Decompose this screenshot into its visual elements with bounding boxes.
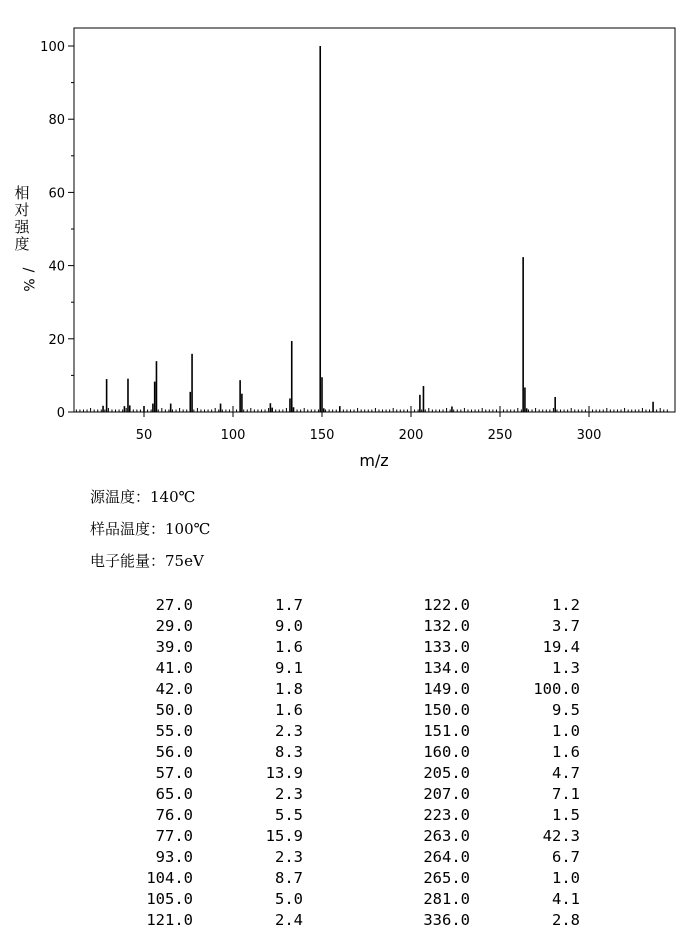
intensity-cell: 5.5 [275,806,303,824]
intensity-cell: 1.0 [552,869,580,887]
mz-cell: 104.0 [146,869,193,887]
table-row [0,721,696,742]
table-row [0,637,696,658]
mz-cell: 27.0 [155,596,193,614]
intensity-cell: 6.7 [552,848,580,866]
table-row [0,742,696,763]
y-label-char: / [20,267,36,273]
table-row [0,679,696,700]
mz-cell: 223.0 [423,806,470,824]
intensity-cell: 3.7 [552,617,580,635]
mz-cell: 56.0 [155,743,193,761]
intensity-cell: 13.9 [265,764,303,782]
mz-cell: 29.0 [155,617,193,635]
y-tick-label: 60 [48,186,65,202]
intensity-cell: 1.3 [552,659,580,677]
intensity-cell: 9.1 [275,659,303,677]
mz-cell: 121.0 [146,911,193,929]
mz-cell: 264.0 [423,848,470,866]
y-tick-label: 0 [56,406,65,421]
intensity-cell: 8.3 [275,743,303,761]
table-row [0,616,696,637]
mz-cell: 149.0 [423,680,470,698]
x-tick-label: 250 [487,428,513,443]
mz-cell: 76.0 [155,806,193,824]
mz-cell: 105.0 [146,890,193,908]
y-label-char: 度 [14,235,30,253]
mz-cell: 93.0 [155,848,193,866]
y-tick-label: 20 [48,332,65,348]
table-row [0,868,696,889]
table-row [0,658,696,679]
mz-cell: 265.0 [423,869,470,887]
y-axis [40,40,74,421]
mz-cell: 263.0 [423,827,470,845]
mz-cell: 205.0 [423,764,470,782]
mz-cell: 122.0 [423,596,470,614]
y-axis-label [14,184,36,292]
mz-cell: 39.0 [155,638,193,656]
mz-cell: 151.0 [423,722,470,740]
intensity-cell: 1.8 [275,680,303,698]
mz-cell: 150.0 [423,701,470,719]
table-row [0,847,696,868]
intensity-cell: 1.6 [552,743,580,761]
intensity-cell: 1.6 [275,701,303,719]
intensity-cell: 1.6 [275,638,303,656]
intensity-cell: 2.3 [275,722,303,740]
intensity-cell: 2.3 [275,848,303,866]
intensity-cell: 15.9 [265,827,303,845]
table-row [0,910,696,931]
y-tick-label: 100 [40,40,65,55]
intensity-cell: 4.1 [552,890,580,908]
table-row [0,595,696,616]
intensity-cell: 8.7 [275,869,303,887]
mz-cell: 42.0 [155,680,193,698]
x-tick-label: 200 [398,428,424,443]
table-row [0,763,696,784]
intensity-cell: 9.0 [275,617,303,635]
intensity-cell: 1.2 [552,596,580,614]
acquisition-parameters [90,484,210,580]
intensity-cell: 19.4 [542,638,580,656]
x-tick-label: 50 [135,428,153,443]
intensity-cell: 9.5 [552,701,580,719]
table-row [0,889,696,910]
mz-cell: 50.0 [155,701,193,719]
mz-cell: 133.0 [423,638,470,656]
mz-cell: 207.0 [423,785,470,803]
y-label-char: % [20,278,36,292]
mz-cell: 55.0 [155,722,193,740]
mz-cell: 281.0 [423,890,470,908]
minor-ticks [71,83,667,412]
x-axis-label: m/z [359,451,389,470]
table-row [0,826,696,847]
electron-energy: 电子能量：75eV [90,552,204,570]
y-tick-label: 40 [48,259,65,275]
mz-cell: 41.0 [155,659,193,677]
intensity-cell: 1.7 [275,596,303,614]
intensity-cell: 1.0 [552,722,580,740]
intensity-cell: 2.4 [275,911,303,929]
y-tick-label: 80 [48,113,65,129]
intensity-cell: 100.0 [533,680,580,698]
table-row [0,700,696,721]
y-label-char: 相 [14,184,30,202]
intensity-cell: 2.3 [275,785,303,803]
sample-temperature: 样品温度：100℃ [90,520,211,538]
y-label-char: 对 [14,201,30,219]
mz-cell: 57.0 [155,764,193,782]
table-row [0,784,696,805]
intensity-cell: 1.5 [552,806,580,824]
x-axis [136,412,602,443]
source-temperature: 源温度：140℃ [90,488,196,506]
x-tick-label: 300 [576,428,602,443]
mz-cell: 77.0 [155,827,193,845]
peak-bars [103,46,653,412]
mz-cell: 65.0 [155,785,193,803]
mz-cell: 134.0 [423,659,470,677]
intensity-cell: 7.1 [552,785,580,803]
intensity-cell: 2.8 [552,911,580,929]
mz-cell: 336.0 [423,911,470,929]
intensity-cell: 4.7 [552,764,580,782]
mz-cell: 132.0 [423,617,470,635]
mz-cell: 160.0 [423,743,470,761]
table-row [0,805,696,826]
intensity-cell: 5.0 [275,890,303,908]
plot-frame [74,28,675,412]
intensity-cell: 42.3 [542,827,580,845]
x-tick-label: 150 [309,428,335,443]
y-label-char: 强 [14,218,30,236]
x-tick-label: 100 [220,428,246,443]
